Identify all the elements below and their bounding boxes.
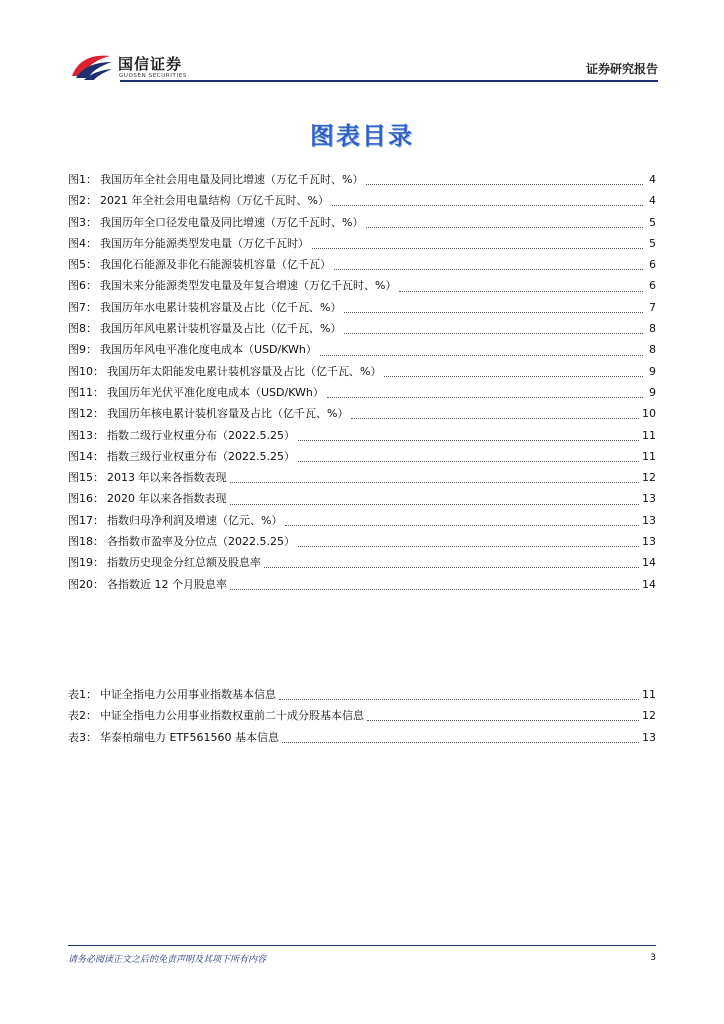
toc-entry-title: 华泰柏瑞电力 ETF561560 基本信息 [100,730,279,744]
toc-entry-page: 13 [642,513,656,527]
guosen-logo-icon [70,50,114,82]
toc-entry-page: 14 [642,556,656,570]
toc-entry-page: 9 [649,364,656,378]
toc-dot-leader [282,742,639,743]
figure-toc-entry[interactable] [68,235,656,256]
toc-entry-title: 中证全指电力公用事业指数基本信息 [100,688,276,701]
toc-entry-page: 13 [642,535,656,549]
toc-entry-page: 12 [642,709,656,723]
toc-entry-title: 我国历年太阳能发电累计装机容量及占比（亿千瓦、%） [107,364,382,378]
toc-dot-leader [334,269,643,270]
toc-entry-title: 我国未来分能源类型发电量及年复合增速（万亿千瓦时、%） [100,279,397,293]
figure-toc-entry[interactable] [68,576,656,597]
toc-entry-title: 我国历年风电平准化度电成本（USD/KWh） [100,343,317,357]
logo-text-cn: 国信证券 [118,55,183,73]
toc-entry-page: 13 [642,492,656,506]
toc-entry-title: 中证全指电力公用事业指数权重前二十成分股基本信息 [100,709,364,723]
toc-entry-title: 2020 年以来各指数表现 [107,492,227,506]
toc-dot-leader [230,589,639,590]
toc-entry-page: 8 [649,343,656,357]
toc-entry-title: 我国历年光伏平准化度电成本（USD/KWh） [107,385,324,399]
toc-dot-leader [351,418,639,419]
toc-dot-leader [312,248,643,249]
toc-entry-title: 我国历年分能源类型发电量（万亿千瓦时） [100,236,309,250]
toc-entry-title: 2013 年以来各指数表现 [107,471,227,485]
figure-toc-entry[interactable] [68,490,656,511]
toc-dot-leader [298,440,639,441]
toc-entry-label: 图16： [68,492,104,506]
toc-dot-leader [344,312,643,313]
toc-entry-title: 我国历年风电累计装机容量及占比（亿千瓦、%） [100,322,342,336]
toc-entry-page: 4 [649,173,656,186]
toc-dot-leader [279,699,639,700]
figure-toc-entry[interactable] [68,405,656,426]
document-type-label: 证券研究报告 [585,62,658,76]
toc-dot-leader [384,376,643,377]
toc-dot-leader [285,525,639,526]
toc-entry-label: 表3： [68,730,97,744]
figure-toc-entry[interactable] [68,384,656,405]
figure-toc-entry[interactable] [68,469,656,490]
toc-entry-page: 9 [649,385,656,399]
toc-entry-label: 图13： [68,428,104,442]
toc-entry-page: 10 [642,407,656,421]
toc-entry-label: 图11： [68,385,104,399]
toc-entry-page: 12 [642,471,656,485]
toc-entry-label: 图9： [68,343,97,357]
footer-divider [68,945,656,946]
toc-entry-label: 图20： [68,577,104,591]
table-toc-list [68,686,656,750]
toc-entry-page: 5 [649,236,656,250]
toc-entry-label: 表1： [68,688,97,701]
figure-toc-entry[interactable] [68,299,656,320]
figure-toc-entry[interactable] [68,256,656,277]
figure-toc-entry[interactable] [68,554,656,575]
toc-entry-label: 图5： [68,258,97,272]
toc-dot-leader [230,482,640,483]
page-title: 图表目录 [310,122,414,150]
figure-toc-entry[interactable] [68,533,656,554]
toc-dot-leader [230,504,640,505]
toc-entry-title: 我国历年水电累计装机容量及占比（亿千瓦、%） [100,300,342,314]
toc-entry-label: 图15： [68,471,104,485]
toc-entry-title: 2021 年全社会用电量结构（万亿千瓦时、%） [100,194,329,208]
toc-dot-leader [327,397,643,398]
figure-toc-entry[interactable] [68,448,656,469]
toc-entry-title: 各指数市盈率及分位点（2022.5.25） [107,535,295,549]
toc-entry-page: 11 [642,688,656,701]
toc-entry-page: 4 [649,194,656,208]
toc-entry-title: 我国历年全社会用电量及同比增速（万亿千瓦时、%） [100,173,364,186]
toc-entry-title: 指数三级行业权重分布（2022.5.25） [107,449,295,463]
header-divider [120,80,658,82]
toc-entry-page: 5 [649,215,656,229]
figure-toc-entry[interactable] [68,214,656,235]
figure-toc-entry[interactable] [68,320,656,341]
toc-entry-page: 6 [649,279,656,293]
toc-entry-label: 图8： [68,322,97,336]
toc-entry-title: 指数二级行业权重分布（2022.5.25） [107,428,295,442]
toc-entry-title: 我国历年全口径发电量及同比增速（万亿千瓦时、%） [100,215,364,229]
toc-dot-leader [366,227,643,228]
figure-toc-entry[interactable] [68,171,656,192]
toc-dot-leader [366,184,643,185]
toc-entry-label: 图2： [68,194,97,208]
figure-toc-entry[interactable] [68,363,656,384]
toc-entry-title: 各指数近 12 个月股息率 [107,577,227,591]
toc-entry-page: 11 [642,428,656,442]
toc-dot-leader [367,720,639,721]
figure-toc-entry[interactable] [68,277,656,298]
toc-entry-page: 14 [642,577,656,591]
toc-entry-label: 图18： [68,535,104,549]
toc-entry-title: 指数历史现金分红总额及股息率 [107,556,261,570]
toc-entry-label: 图7： [68,300,97,314]
toc-entry-title: 指数归母净利润及增速（亿元、%） [107,513,283,527]
toc-dot-leader [264,567,639,568]
page-number: 3 [650,953,656,963]
toc-dot-leader [320,355,643,356]
toc-dot-leader [298,461,639,462]
toc-entry-page: 8 [649,322,656,336]
disclaimer-note: 请务必阅读正文之后的免责声明及其项下所有内容 [68,955,267,965]
toc-dot-leader [298,546,639,547]
toc-entry-page: 6 [649,258,656,272]
toc-dot-leader [344,333,643,334]
table-toc-entry[interactable] [68,707,656,728]
table-toc-entry[interactable] [68,686,656,707]
toc-entry-label: 图1： [68,173,97,186]
table-toc-entry[interactable] [68,729,656,750]
logo-text-en: GUOSEN SECURITIES [119,73,187,79]
toc-entry-label: 图19： [68,556,104,570]
toc-entry-page: 7 [649,300,656,314]
toc-entry-label: 图12： [68,407,104,421]
toc-entry-label: 表2： [68,709,97,723]
figure-toc-list [68,171,656,597]
page-header [0,0,724,90]
toc-entry-page: 11 [642,449,656,463]
toc-dot-leader [332,205,643,206]
toc-entry-label: 图17： [68,513,104,527]
toc-entry-title: 我国历年核电累计装机容量及占比（亿千瓦、%） [107,407,349,421]
toc-entry-label: 图3： [68,215,97,229]
toc-entry-label: 图14： [68,449,104,463]
guosen-logo [70,50,210,84]
figure-toc-entry[interactable] [68,512,656,533]
toc-entry-page: 13 [642,730,656,744]
toc-entry-title: 我国化石能源及非化石能源装机容量（亿千瓦） [100,258,331,272]
toc-entry-label: 图10： [68,364,104,378]
figure-toc-entry[interactable] [68,341,656,362]
toc-entry-label: 图6： [68,279,97,293]
figure-toc-entry[interactable] [68,192,656,213]
figure-toc-entry[interactable] [68,427,656,448]
toc-dot-leader [399,291,643,292]
toc-entry-label: 图4： [68,236,97,250]
